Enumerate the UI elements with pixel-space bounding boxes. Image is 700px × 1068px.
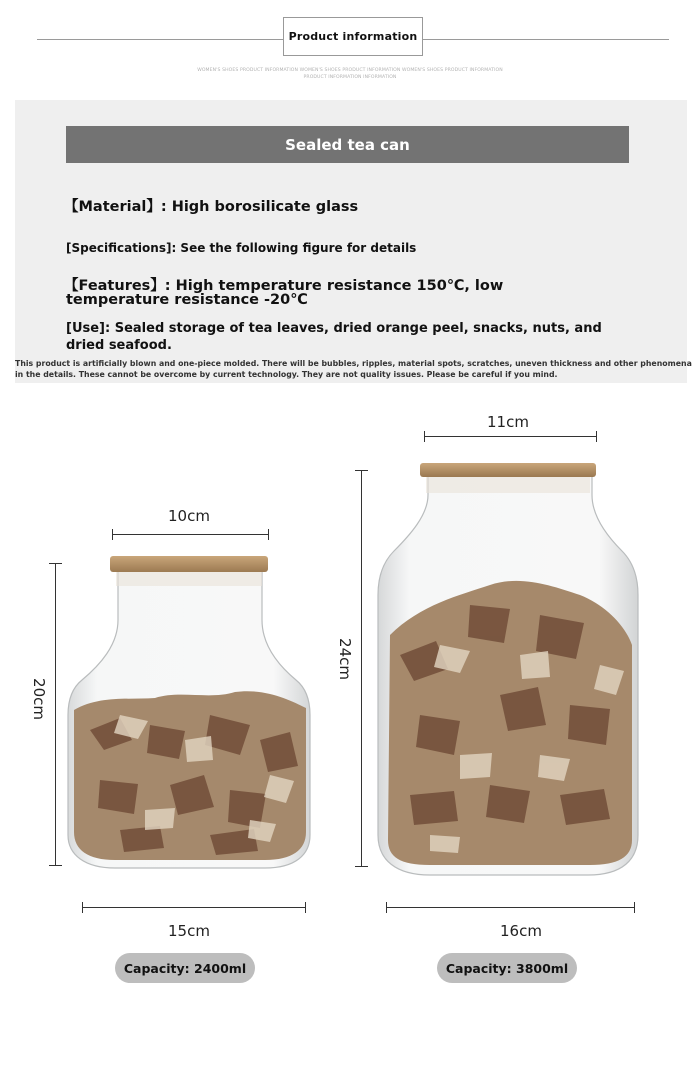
specifications-text: [Specifications]: See the following figure for details [66,241,417,255]
small-jar-top-width: 10cm [168,507,210,525]
features-text-2: temperature resistance -20℃ [66,292,308,308]
small-jar-bottom-width: 15cm [168,922,210,940]
header-subtitle-1: WOMEN'S SHOES PRODUCT INFORMATION WOMEN'S SHOES PRODUCT INFORMATION WOMEN'S SHOES PRODUCT INFORMATION [197,68,503,73]
product-title: Sealed tea can [285,135,410,154]
product-title-bar [66,126,629,163]
use-text-2: dried seafood. [66,338,172,353]
use-text-1: [Use]: Sealed storage of tea leaves, dried orange peel, snacks, nuts, and [66,321,602,336]
material-text: 【Material】: High borosilicate glass [64,199,359,215]
large-jar-image [370,455,650,885]
large-jar-height-dimension-line [361,470,362,867]
large-jar-lid [420,463,596,477]
features-text-1: 【Features】: High temperature resistance 150℃, low [64,278,504,294]
disclaimer-text-2: in the details. These cannot be overcome by current technology. They are not quality issues. Please be careful if you mind. [15,370,558,379]
small-jar-height: 20cm [29,678,48,720]
section-title-box [283,17,423,56]
large-jar-top-width: 11cm [487,413,529,431]
small-jar-image [60,550,320,880]
small-jar-lid [110,556,268,572]
small-jar-height-dimension-line [55,563,56,866]
small-jar-bottom-dimension-line [82,907,306,908]
header-subtitle-2: PRODUCT INFORMATION INFORMATION [303,75,397,80]
small-jar-capacity: Capacity: 2400ml [123,960,247,976]
large-jar-bottom-width: 16cm [500,922,542,940]
large-jar-capacity-badge [437,953,577,983]
section-title: Product information [288,30,418,43]
large-jar-height: 24cm [335,638,354,680]
header-rule-right [421,39,669,40]
small-jar-top-dimension-line [112,534,269,535]
large-jar-bottom-dimension-line [386,907,635,908]
large-jar-capacity: Capacity: 3800ml [445,960,569,976]
disclaimer-text-1: This product is artificially blown and one-piece molded. There will be bubbles, ripples, material spots, scratches, uneven thickness and other phenomena [15,359,692,368]
small-jar-capacity-badge [115,953,255,983]
large-jar-top-dimension-line [424,436,597,437]
header-rule-left [37,39,283,40]
